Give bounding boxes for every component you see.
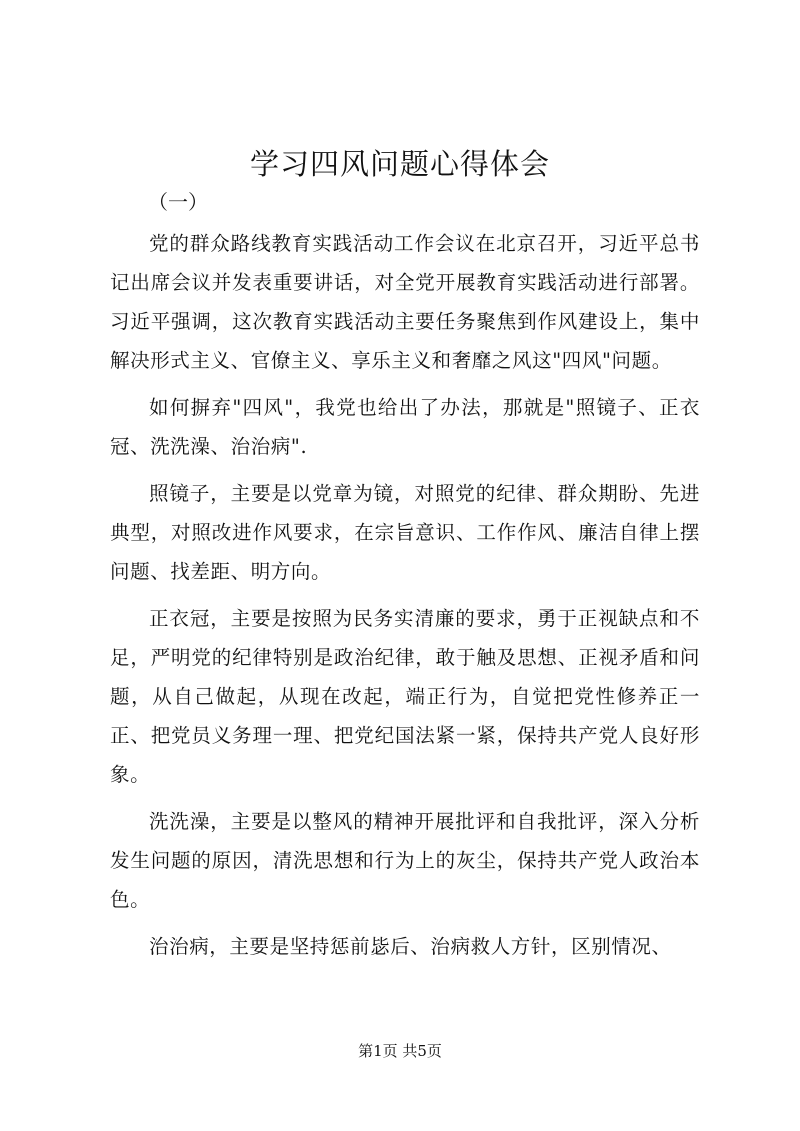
paragraph: 照镜子，主要是以党章为镜，对照党的纪律、群众期盼、先进典型，对照改进作风要求，在宗旨意识、工作作风、廉洁自律上摆问题、找差距、明方向。 — [110, 482, 700, 583]
paragraph: 如何摒弃"四风"，我党也给出了办法，那就是"照镜子、正衣冠、洗洗澡、治治病". — [110, 396, 700, 458]
paragraph: 洗洗澡，主要是以整风的精神开展批评和自我批评，深入分析发生问题的原因，清洗思想和行为上的灰尘，保持共产党人政治本色。 — [110, 810, 700, 911]
section-heading: （一） — [148, 190, 208, 214]
document-body — [110, 224, 700, 974]
document-title: 学习四风问题心得体会 — [249, 147, 550, 181]
page-indicator: 第1页 共5页 — [358, 1042, 442, 1060]
paragraph: 党的群众路线教育实践活动工作会议在北京召开，习近平总书记出席会议并发表重要讲话，对全党开展教育实践活动进行部署。习近平强调，这次教育实践活动主要任务聚焦到作风建设上，集中解决形式主义、官僚主义、享乐主义和奢靡之风这"四风"问题。 — [110, 232, 700, 372]
paragraph: 治治病，主要是坚持惩前毖后、治病救人方针，区别情况、 — [149, 935, 672, 958]
paragraph: 正衣冠，主要是按照为民务实清廉的要求，勇于正视缺点和不足，严明党的纪律特别是政治纪律，敢于触及思想、正视矛盾和问题，从自己做起，从现在改起，端正行为，自觉把党性修养正一正、把党员义务理一理、把党纪国法紧一紧，保持共产党人良好形象。 — [110, 607, 700, 786]
